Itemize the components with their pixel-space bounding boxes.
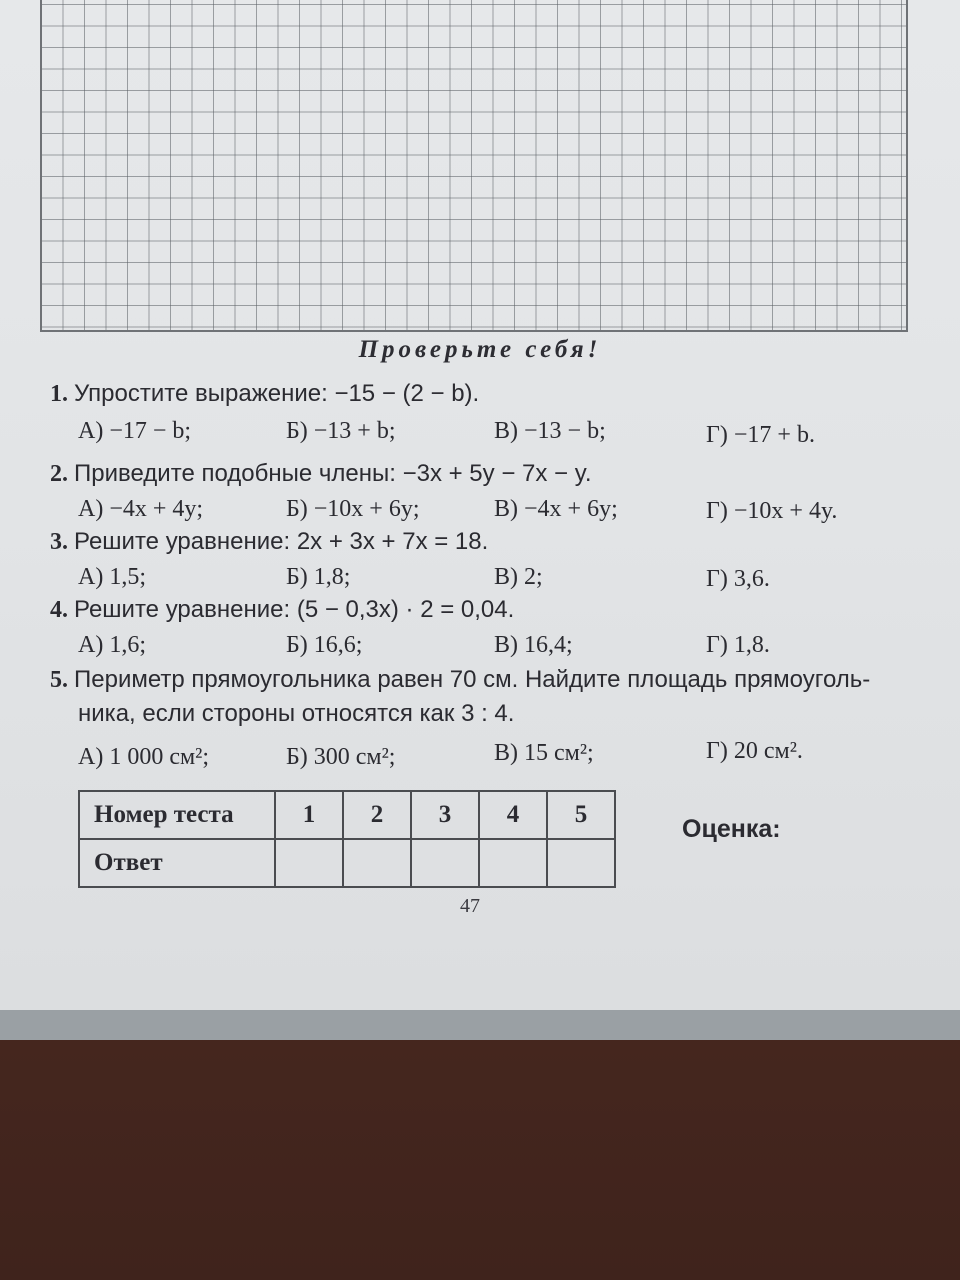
option-b: Б) 1,8; bbox=[286, 564, 351, 590]
task-number: 4. bbox=[50, 597, 68, 623]
option-v: В) −13 − b; bbox=[494, 418, 606, 444]
option-g: Г) 3,6. bbox=[706, 566, 770, 592]
task-question-line-2: ника, если стороны относятся как 3 : 4. bbox=[78, 700, 515, 727]
task-question: Решите уравнение: (5 − 0,3x) · 2 = 0,04. bbox=[74, 596, 515, 623]
answer-cell[interactable] bbox=[275, 839, 343, 887]
option-v: В) 16,4; bbox=[494, 632, 573, 658]
option-b: Б) −13 + b; bbox=[286, 418, 396, 444]
task-4 bbox=[50, 596, 514, 624]
option-a: А) 1,5; bbox=[78, 564, 146, 590]
option-g: Г) −10x + 4y. bbox=[706, 498, 838, 524]
answer-table-header-row bbox=[79, 791, 615, 839]
grid-paper-area bbox=[40, 0, 908, 332]
column-number: 5 bbox=[547, 791, 615, 839]
option-g: Г) −17 + b. bbox=[706, 422, 815, 448]
option-v: В) 15 см²; bbox=[494, 740, 594, 766]
task-1 bbox=[50, 380, 479, 408]
task-number: 5. bbox=[50, 667, 68, 693]
task-question: Решите уравнение: 2x + 3x + 7x = 18. bbox=[74, 528, 489, 555]
option-b: Б) 16,6; bbox=[286, 632, 363, 658]
task-number: 2. bbox=[50, 461, 68, 487]
answer-table-answer-row bbox=[79, 839, 615, 887]
option-v: В) 2; bbox=[494, 564, 543, 590]
answer-cell[interactable] bbox=[479, 839, 547, 887]
task-question: Приведите подобные члены: −3x + 5y − 7x − y. bbox=[74, 460, 592, 487]
task-number: 3. bbox=[50, 529, 68, 555]
task-5-continued bbox=[78, 700, 514, 728]
task-3 bbox=[50, 528, 488, 556]
column-number: 4 bbox=[479, 791, 547, 839]
task-5 bbox=[50, 666, 870, 694]
section-heading: Проверьте себя! bbox=[358, 336, 602, 363]
task-number: 1. bbox=[50, 381, 68, 407]
answer-label: Ответ bbox=[79, 839, 275, 887]
test-number-label: Номер теста bbox=[79, 791, 275, 839]
task-question: Упростите выражение: −15 − (2 − b). bbox=[74, 380, 480, 407]
option-g: Г) 20 см². bbox=[706, 738, 803, 764]
option-a: А) 1 000 см²; bbox=[78, 744, 210, 770]
answer-table bbox=[78, 790, 616, 888]
option-a: А) 1,6; bbox=[78, 632, 146, 658]
grade-label: Оценка: bbox=[682, 815, 781, 843]
option-a: А) −17 − b; bbox=[78, 418, 192, 444]
task-question-line-1: Периметр прямоугольника равен 70 см. Найдите площадь прямоуголь- bbox=[74, 666, 871, 693]
answer-cell[interactable] bbox=[411, 839, 479, 887]
option-b: Б) 300 см²; bbox=[286, 744, 396, 770]
page-number: 47 bbox=[460, 895, 480, 917]
option-b: Б) −10x + 6y; bbox=[286, 496, 420, 522]
column-number: 2 bbox=[343, 791, 411, 839]
column-number: 3 bbox=[411, 791, 479, 839]
column-number: 1 bbox=[275, 791, 343, 839]
option-a: А) −4x + 4y; bbox=[78, 496, 204, 522]
option-v: В) −4x + 6y; bbox=[494, 496, 618, 522]
option-g: Г) 1,8. bbox=[706, 632, 770, 658]
task-2 bbox=[50, 460, 592, 488]
answer-cell[interactable] bbox=[343, 839, 411, 887]
answer-cell[interactable] bbox=[547, 839, 615, 887]
